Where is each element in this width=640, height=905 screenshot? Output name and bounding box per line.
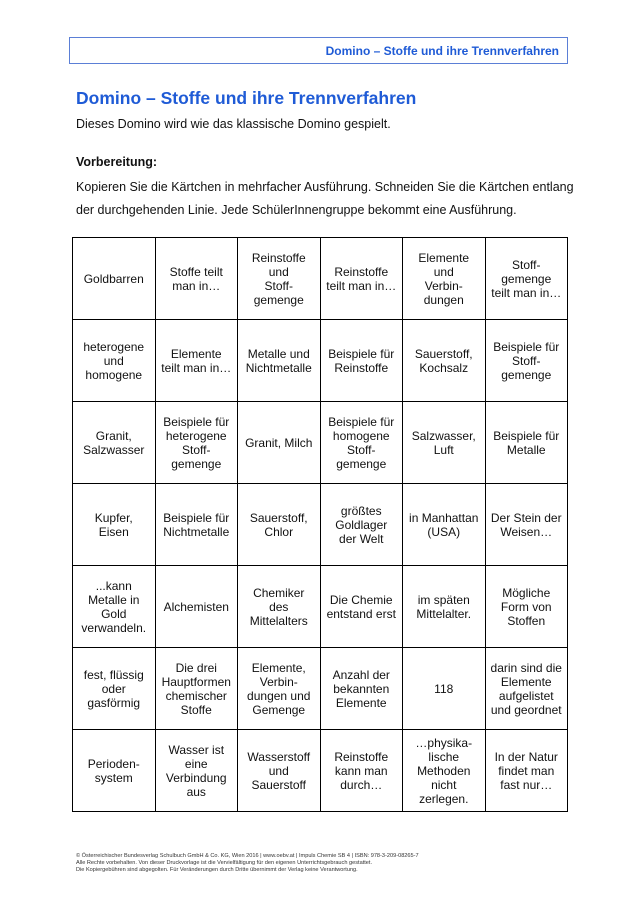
page-title: Domino – Stoffe und ihre Trennverfahren — [76, 88, 417, 108]
footer-rights: Alle Rechte vorbehalten. Von dieser Druckvorlage ist die Vervielfältigung für den eigenen Unterrichtsgebrauch gestattet. — [76, 860, 373, 867]
domino-card-half: Beispiele für Reinstoffe — [320, 320, 403, 402]
domino-card-half: Chemiker des Mittelalters — [238, 566, 321, 648]
domino-card-half: In der Natur findet man fast nur… — [485, 730, 568, 812]
domino-card-half: Mögliche Form von Stoffen — [485, 566, 568, 648]
preparation-text: Kopieren Sie die Kärtchen in mehrfacher Ausführung. Schneiden Sie die Kärtchen entlang der durchgehenden Linie. Jede SchülerInnengruppe bekommt eine Ausführung. — [76, 180, 574, 217]
domino-card-half: Reinstoffe teilt man in… — [320, 238, 403, 320]
domino-card-half: Elemente, Verbin- dungen und Gemenge — [238, 648, 321, 730]
footer-copyright: © Österreichischer Bundesverlag Schulbuch GmbH & Co. KG, Wien 2016 | www.oebv.at | Impuls Chemie SB 4 | ISBN: 978-3-209-08265-7 — [76, 853, 419, 859]
domino-row — [73, 730, 568, 812]
domino-row — [73, 402, 568, 484]
domino-table — [72, 237, 568, 812]
domino-card-half: 118 — [403, 648, 486, 730]
intro-text: Dieses Domino wird wie das klassische Domino gespielt. — [76, 117, 391, 131]
domino-card-half: Sauerstoff, Kochsalz — [403, 320, 486, 402]
domino-card-half: Stoffe teilt man in… — [155, 238, 238, 320]
domino-card-half: Alchemisten — [155, 566, 238, 648]
domino-card-half: Anzahl der bekannten Elemente — [320, 648, 403, 730]
domino-row — [73, 484, 568, 566]
footer — [76, 853, 576, 875]
header-title: Domino – Stoffe und ihre Trennverfahren — [325, 44, 559, 58]
domino-card-half: Beispiele für Stoff- gemenge — [485, 320, 568, 402]
domino-card-half: Die drei Hauptformen chemischer Stoffe — [155, 648, 238, 730]
domino-card-half: Goldbarren — [73, 238, 156, 320]
header-box — [69, 37, 568, 64]
domino-card-half: darin sind die Elemente aufgelistet und geordnet — [485, 648, 568, 730]
domino-card-half: heterogene und homogene — [73, 320, 156, 402]
domino-row — [73, 320, 568, 402]
domino-card-half: größtes Goldlager der Welt — [320, 484, 403, 566]
domino-card-half: Stoff- gemenge teilt man in… — [485, 238, 568, 320]
domino-card-half: Beispiele für Metalle — [485, 402, 568, 484]
domino-card-half: Elemente und Verbin- dungen — [403, 238, 486, 320]
domino-card-half: Wasser ist eine Verbindung aus — [155, 730, 238, 812]
footer-fees: Die Kopiergebühren sind abgegolten. Für Veränderungen durch Dritte übernimmt der Verlag keine Verantwortung. — [76, 867, 358, 874]
domino-card-half: Beispiele für homogene Stoff- gemenge — [320, 402, 403, 484]
domino-card-half: Perioden- system — [73, 730, 156, 812]
domino-card-half: Die Chemie entstand erst — [320, 566, 403, 648]
domino-card-half: …physika- lische Methoden nicht zerlegen. — [403, 730, 486, 812]
domino-card-half: in Manhattan (USA) — [403, 484, 486, 566]
domino-card-half: fest, flüssig oder gasförmig — [73, 648, 156, 730]
domino-card-half: Elemente teilt man in… — [155, 320, 238, 402]
domino-card-half: Metalle und Nichtmetalle — [238, 320, 321, 402]
domino-row — [73, 648, 568, 730]
domino-card-half: Wasserstoff und Sauerstoff — [238, 730, 321, 812]
domino-card-half: Der Stein der Weisen… — [485, 484, 568, 566]
domino-card-half: Kupfer, Eisen — [73, 484, 156, 566]
domino-card-half: Sauerstoff, Chlor — [238, 484, 321, 566]
domino-card-half: Beispiele für Nichtmetalle — [155, 484, 238, 566]
domino-card-half: Salzwasser, Luft — [403, 402, 486, 484]
domino-card-half: Reinstoffe kann man durch… — [320, 730, 403, 812]
domino-card-half: Beispiele für heterogene Stoff- gemenge — [155, 402, 238, 484]
domino-card-half: Reinstoffe und Stoff- gemenge — [238, 238, 321, 320]
domino-card-half: im späten Mittelalter. — [403, 566, 486, 648]
domino-row — [73, 566, 568, 648]
domino-card-half: ...kann Metalle in Gold verwandeln. — [73, 566, 156, 648]
preparation-heading: Vorbereitung: — [76, 155, 158, 169]
domino-row — [73, 238, 568, 320]
domino-card-half: Granit, Salzwasser — [73, 402, 156, 484]
domino-card-half: Granit, Milch — [238, 402, 321, 484]
